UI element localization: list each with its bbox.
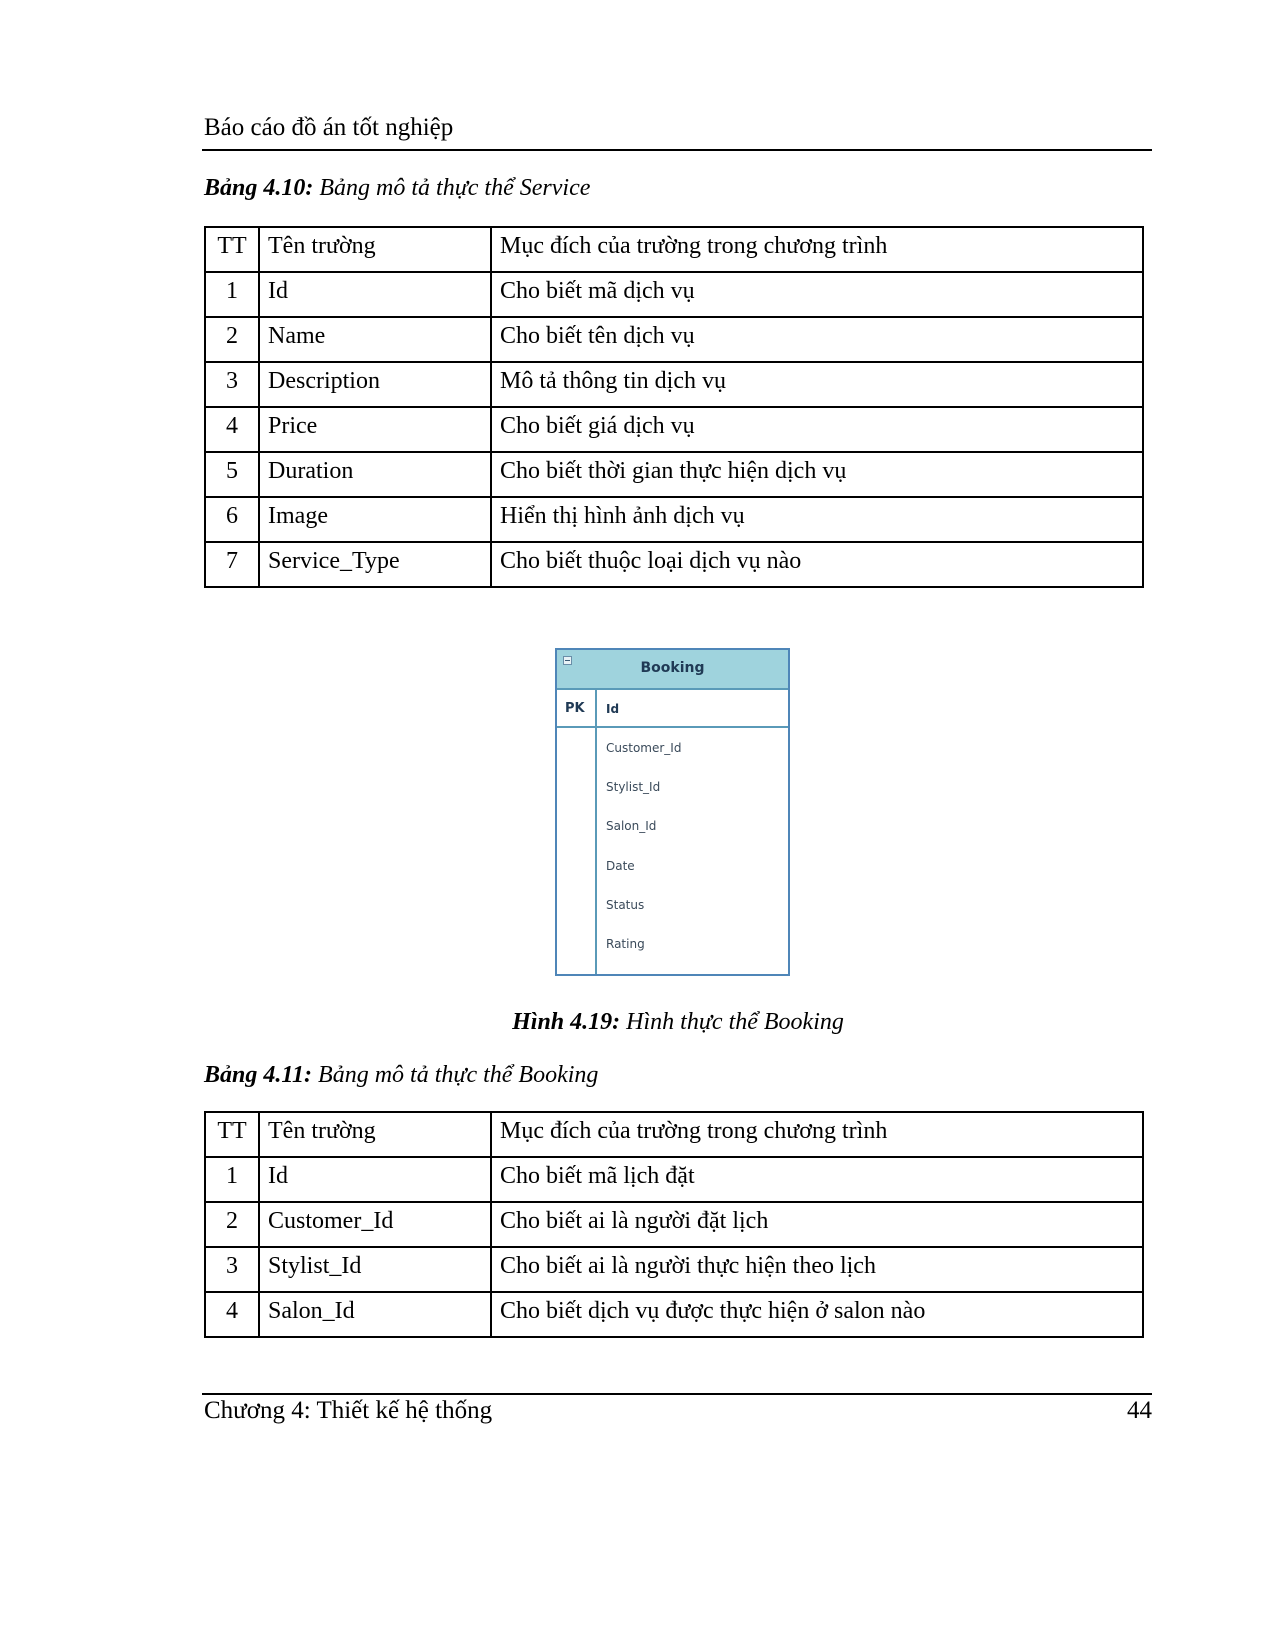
cell-tt: 5	[205, 452, 259, 497]
cell-name: Id	[259, 272, 491, 317]
column-header-name: Tên trường	[259, 1112, 491, 1157]
figure-caption-text: Hình thực thể Booking	[620, 1009, 844, 1035]
entity-column-divider	[595, 690, 597, 974]
cell-purpose: Cho biết thuộc loại dịch vụ nào	[491, 542, 1143, 587]
figure-caption-label: Hình 4.19:	[512, 1009, 621, 1035]
booking-entity-diagram	[555, 648, 790, 976]
entity-field: Date	[606, 859, 635, 873]
table-service-caption	[204, 175, 590, 202]
entity-field: Status	[606, 898, 645, 912]
cell-name: Duration	[259, 452, 491, 497]
column-header-tt: TT	[205, 227, 259, 272]
cell-tt: 4	[205, 407, 259, 452]
cell-purpose: Hiển thị hình ảnh dịch vụ	[491, 497, 1143, 542]
entity-field: Rating	[606, 937, 645, 951]
column-header-purpose: Mục đích của trường trong chương trình	[491, 227, 1143, 272]
table-booking-caption-text: Bảng mô tả thực thể Booking	[312, 1062, 599, 1088]
header-rule	[202, 149, 1152, 151]
entity-field: Salon_Id	[606, 819, 657, 833]
table-row	[205, 362, 1143, 407]
table-booking-caption	[204, 1062, 598, 1089]
table-service-caption-text: Bảng mô tả thực thể Service	[313, 175, 591, 201]
table-row	[205, 452, 1143, 497]
cell-name: Service_Type	[259, 542, 491, 587]
cell-purpose: Cho biết dịch vụ được thực hiện ở salon nào	[491, 1292, 1143, 1337]
cell-purpose: Mô tả thông tin dịch vụ	[491, 362, 1143, 407]
table-header-row	[205, 1112, 1143, 1157]
table-row	[205, 542, 1143, 587]
cell-purpose: Cho biết mã lịch đặt	[491, 1157, 1143, 1202]
cell-purpose: Cho biết mã dịch vụ	[491, 272, 1143, 317]
cell-tt: 1	[205, 1157, 259, 1202]
entity-field: Stylist_Id	[606, 780, 661, 794]
cell-purpose: Cho biết thời gian thực hiện dịch vụ	[491, 452, 1143, 497]
table-row	[205, 1292, 1143, 1337]
page-header: Báo cáo đồ án tốt nghiệp	[204, 114, 454, 141]
table-row	[205, 317, 1143, 362]
cell-tt: 4	[205, 1292, 259, 1337]
cell-name: Name	[259, 317, 491, 362]
cell-tt: 2	[205, 1202, 259, 1247]
cell-purpose: Cho biết ai là người đặt lịch	[491, 1202, 1143, 1247]
table-booking	[204, 1111, 1144, 1338]
cell-name: Description	[259, 362, 491, 407]
entity-pk-row	[557, 690, 788, 728]
entity-field: Customer_Id	[606, 741, 682, 755]
cell-purpose: Cho biết giá dịch vụ	[491, 407, 1143, 452]
table-row	[205, 1202, 1143, 1247]
figure-caption	[0, 1009, 1275, 1036]
cell-tt: 3	[205, 1247, 259, 1292]
table-row	[205, 1157, 1143, 1202]
cell-purpose: Cho biết ai là người thực hiện theo lịch	[491, 1247, 1143, 1292]
cell-tt: 3	[205, 362, 259, 407]
entity-pk-field: Id	[606, 702, 620, 716]
cell-name: Stylist_Id	[259, 1247, 491, 1292]
cell-name: Price	[259, 407, 491, 452]
table-row	[205, 1247, 1143, 1292]
cell-name: Id	[259, 1157, 491, 1202]
cell-purpose: Cho biết tên dịch vụ	[491, 317, 1143, 362]
cell-tt: 6	[205, 497, 259, 542]
entity-header	[557, 650, 788, 690]
table-row	[205, 407, 1143, 452]
entity-title: Booking	[640, 660, 705, 676]
cell-name: Salon_Id	[259, 1292, 491, 1337]
table-service-caption-label: Bảng 4.10:	[204, 175, 314, 201]
footer-chapter: Chương 4: Thiết kế hệ thống	[204, 1397, 493, 1424]
table-service	[204, 226, 1144, 588]
page-number: 44	[1127, 1397, 1152, 1424]
cell-name: Customer_Id	[259, 1202, 491, 1247]
table-row	[205, 497, 1143, 542]
cell-name: Image	[259, 497, 491, 542]
column-header-tt: TT	[205, 1112, 259, 1157]
column-header-purpose: Mục đích của trường trong chương trình	[491, 1112, 1143, 1157]
table-booking-caption-label: Bảng 4.11:	[204, 1062, 313, 1088]
cell-tt: 2	[205, 317, 259, 362]
table-header-row	[205, 227, 1143, 272]
cell-tt: 7	[205, 542, 259, 587]
cell-tt: 1	[205, 272, 259, 317]
table-row	[205, 272, 1143, 317]
column-header-name: Tên trường	[259, 227, 491, 272]
entity-pk-label: PK	[565, 701, 585, 716]
